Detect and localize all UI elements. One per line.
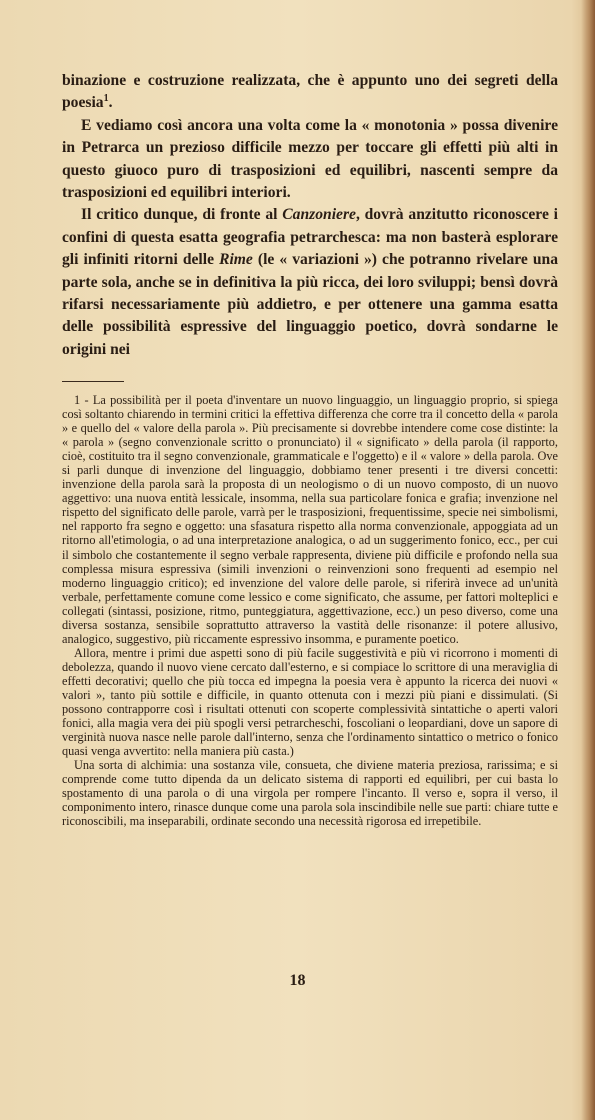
paragraph-1-end: .: [108, 94, 113, 112]
main-text: [62, 70, 558, 361]
footnote-paragraph-3: Una sorta di alchimia: una sostanza vile, consueta, che diviene materia preziosa, rarissima; e si comprende come tutto dipenda da un delicato sistema di rapporti ed equilibri, per cui basta lo spostamento di una parola o di una virgola per rompere l'incanto. Il verso e, sopra il verso, il componimento intero, rinasce dunque come una parola sola inscindibile nelle sue parti: chiare tutte e riconoscibili, ma inseparabili, ordinate secondo una necessità rigorosa ed irrepetibile.: [62, 758, 558, 829]
footnote-paragraph-2: Allora, mentre i primi due aspetti sono di più facile suggestività e più vi ricorrono i momenti di debolezza, quando il nuovo viene cercato dall'esterno, e si compiace lo scrittore di una meraviglia di effetti decorativi; quello che più tocca ed impegna la poesia vera è appunto la ricerca dei nuovi « valori », tanto più sottile e difficile, in quanto ottenuta con i mezzi più piani e dissimulati. (Si possono contrapporre così i risultati ottenuti con scoperte complessività sintattiche o aperti valori fonici, alla magia vera dei più spogli versi petrarcheschi, foscoliani o leopardiani, dove un sapore di verginità nuova nasce nelle parole dall'interno, senza che l'ordinamento sintattico o metrico o fonico quasi venga avvertito: nella maniera più casta.): [62, 645, 558, 759]
paragraph-1-text: binazione e costruzione realizzata, che è appunto uno dei segreti della poesia: [62, 72, 558, 112]
paragraph-3-c: , dovrà anzitutto riconoscere i confini di questa esatta geografia petrarchesca: ma non basterà esplorare gli infiniti ritorni delle: [62, 206, 558, 269]
footnote-block: [62, 393, 558, 828]
page-edge-shadow: [581, 0, 595, 1120]
paragraph-3-e: (le « variazioni ») che potranno rivelare una parte sola, anche se in definitiva la più ricca, dei loro sviluppi; bensì dovrà rifarsi necessariamente più addietro, e per ottenere una gamma esatta delle possibilità espressive del linguaggio poetico, dovrà sondarne le origini nei: [62, 251, 558, 358]
footnote-divider: [62, 381, 124, 382]
footnote-ref[interactable]: 1: [103, 93, 109, 105]
paragraph-3: [62, 204, 558, 361]
page-number: 18: [289, 972, 306, 989]
paragraph-3-a: Il critico dunque, di fronte al: [81, 206, 283, 224]
footnote-paragraph-1: 1 - La possibilità per il poeta d'inventare un nuovo linguaggio, un linguaggio proprio, si spiega così soltanto chiarendo in termini critici la effettiva differenza che corre tra il concetto della « parola » e quello del « valore della parola ». Più precisamente si dovrebbe intendere come cose distinte: la « parola » (segno convenzionale scritto o pronunciato) il « significato » della parola (il rapporto, cioè, costituito tra il segno convenzionale, grammaticale e l'oggetto) e il « valore » della parola. Ove si parli dunque di invenzione del linguaggio, dobbiamo tener presenti i tre diversi concetti: invenzione della parola sarà la proposta di un neologismo o di un nuovo composto, di un nuovo aggettivo: una nuova entità lessicale, insomma, nella sua particolare fonica e grafia; invenzione nel rispetto del significato delle parole, varrà per le trasposizioni, frequentissime, specie nei simbolismi, nel rapporto fra segno e oggetto: una sfasatura rispetto alla norma convenzionale, appoggiata ad un ritorno all'etimologia, o ad una interpretazione analogica, o ad un suggerimento fonico, ecc., per cui il simbolo che costantemente il segno verbale rappresenta, diviene più difficile e profondo nella sua complessa misura espressiva (simili invenzioni o reinvenzioni sono frequenti ad esempio nel moderno linguaggio critico); ed invenzione del valore delle parole, si riferirà invece ad un'unità verbale, perfettamente comune come lessico e come significato, che assume, per fattori molteplici e collegati (sintassi, posizione, ritmo, punteggiatura, aggettivazione, ecc.) un peso diverso, come una diversa sostanza, sensibile soprattutto attraverso la vastità delle risonanze: il potere allusivo, analogico, suggestivo, più riccamente espressivo insomma, e puramente poetico.: [62, 393, 558, 646]
work-title-rime: Rime: [219, 251, 253, 269]
paragraph-2: E vediamo così ancora una volta come la « monotonia » possa divenire in Petrarca un prezioso difficile mezzo per toccare gli effetti più alti in questo giuoco puro di trasposizioni ed equilibri, nascenti sempre da trasposizioni ed equilibri interiori.: [62, 116, 558, 202]
paragraph-1: [62, 70, 558, 115]
work-title-canzoniere: Canzoniere: [282, 206, 356, 224]
